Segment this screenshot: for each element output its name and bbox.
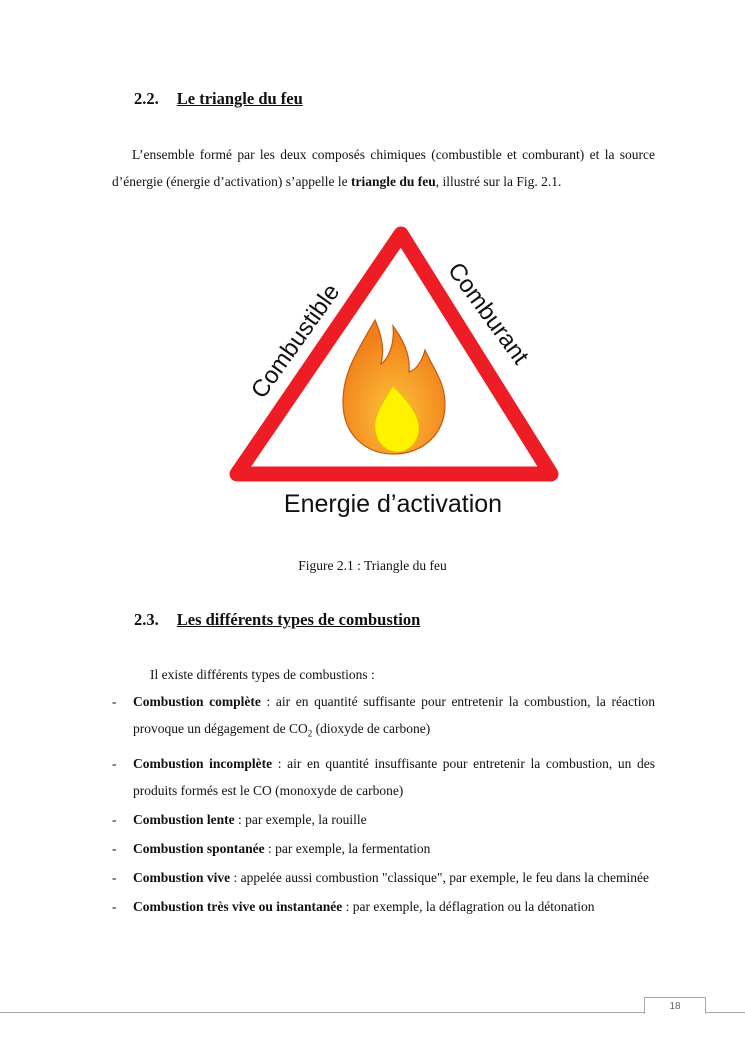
list-item: - Combustion vive : appelée aussi combustion "classique", par exemple, le feu dans la cheminée [112,869,650,885]
list-intro: Il existe différents types de combustions : [150,667,375,682]
list-item: - Combustion spontanée : par exemple, la fermentation [112,840,431,856]
section-heading-2-2 [134,89,303,109]
paragraph-bold-term: triangle du feu [351,174,436,189]
section-number: 2.2. [134,89,159,108]
paragraph-text-a: L’ensemble formé par les deux composés chimiques (combustible et comburant) et la source d’énergie (énergie d’activation) s’appelle le [112,147,655,189]
footer-rule [0,1012,745,1013]
energie-activation-label: Energie d’activation [283,490,503,518]
list-item: - Combustion lente : par exemple, la rouille [112,811,367,827]
comburant-label: Comburant [442,257,535,370]
combustible-label: Combustible [245,279,346,404]
paragraph-text-b: , illustré sur la Fig. 2.1. [435,174,562,189]
list-item: - Combustion complète : air en quantité suffisante pour entretenir la combustion, la réaction provoque un dégagement de $CO_2$ (dioxyde de carbone) [112,694,655,739]
figure-caption: Figure 2.1 : Triangle du feu [298,558,447,573]
list-item: - Combustion incomplète : air en quantité insuffisante pour entretenir la combustion, un des produits formés est le CO (monoxyde de carbone) [112,755,655,798]
list-item: - Combustion très vive ou instantanée : par exemple, la déflagration ou la détonation [112,898,595,914]
section-heading-2-3 [134,610,420,630]
combustion-types-list [112,688,655,922]
section-number: 2.3. [134,610,159,629]
section-title: Les différents types de combustion [176,610,421,629]
section-title: Le triangle du feu [176,89,303,108]
intro-paragraph [112,141,655,195]
fire-triangle-figure [225,222,565,522]
fire-triangle-graphic [225,222,565,522]
page-number: 18 [644,997,706,1014]
